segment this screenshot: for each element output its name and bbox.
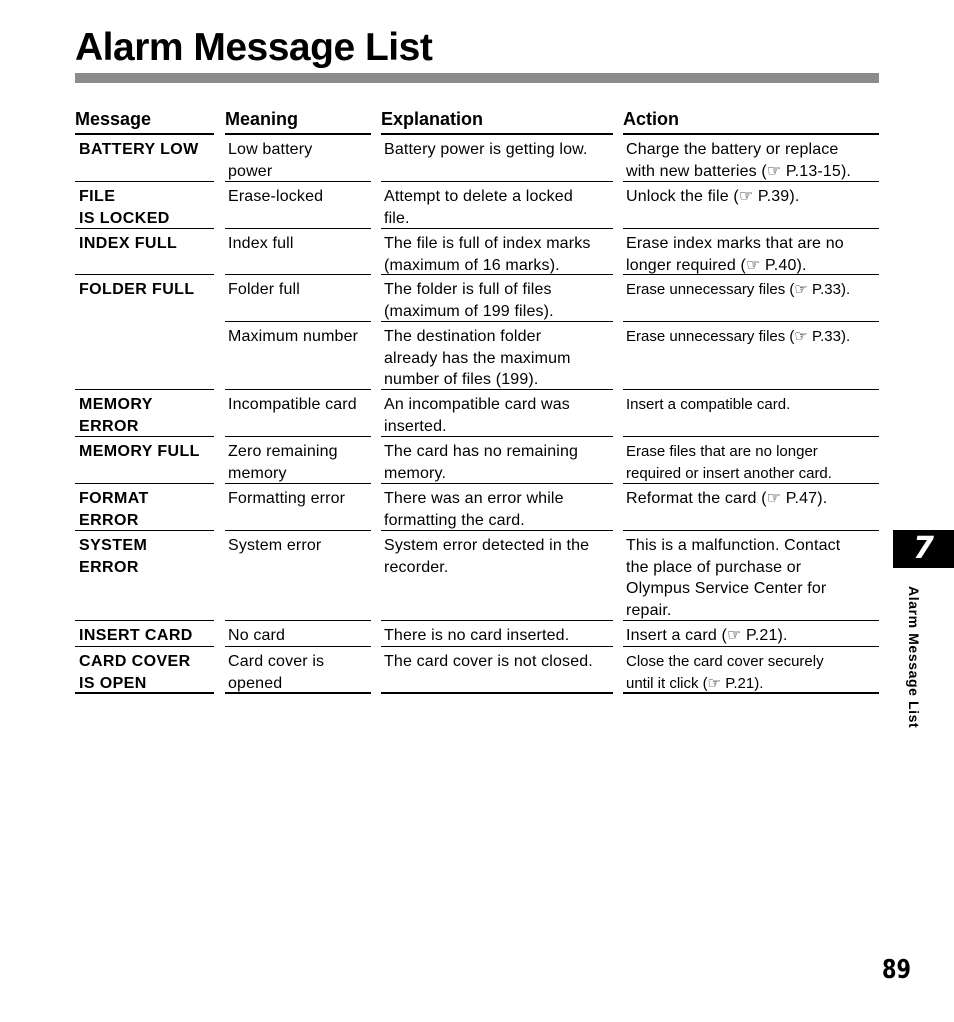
meaning-line: opened	[228, 674, 283, 692]
title-underline-bar	[75, 73, 879, 83]
explanation-line: (maximum of 199 files).	[384, 302, 554, 320]
action-line: Charge the battery or replace	[626, 141, 839, 158]
explanation-line: number of files (199).	[384, 371, 539, 388]
page-number: 89	[882, 955, 911, 985]
message-line: FILE	[79, 188, 116, 205]
meaning-line: No card	[228, 627, 286, 644]
cell-action	[623, 229, 879, 275]
explanation-line: The file is full of index marks	[384, 235, 591, 252]
message-line: ERROR	[79, 511, 139, 529]
action-line: Erase unnecessary files (☞ P.33).	[626, 281, 851, 298]
explanation-line: already has the maximum	[384, 349, 571, 367]
explanation-line: formatting the card.	[384, 511, 525, 529]
cell-meaning	[225, 182, 371, 229]
meaning-line: Maximum number	[228, 328, 359, 345]
explanation-line: inserted.	[384, 417, 447, 435]
explanation-line: The folder is full of files	[384, 281, 552, 298]
explanation-line: An incompatible card was	[384, 396, 570, 413]
cell-explanation	[381, 390, 613, 437]
page-title: Alarm Message List	[75, 26, 433, 69]
cell-message	[75, 531, 214, 621]
cell-meaning	[225, 275, 371, 322]
header-action: Action	[623, 108, 879, 135]
meaning-line: Folder full	[228, 281, 300, 298]
action-line: Reformat the card (☞ P.47).	[626, 490, 828, 507]
explanation-line: recorder.	[384, 558, 449, 576]
cell-meaning	[225, 621, 371, 647]
cell-meaning	[225, 531, 371, 621]
meaning-line: Index full	[228, 235, 294, 252]
header-meaning: Meaning	[225, 108, 371, 135]
message-line: CARD COVER	[79, 653, 191, 670]
cell-explanation	[381, 182, 613, 229]
action-line: longer required (☞ P.40).	[626, 256, 807, 274]
cell-explanation	[381, 229, 613, 275]
explanation-line: memory.	[384, 464, 447, 482]
explanation-line: There is no card inserted.	[384, 627, 570, 644]
cell-message	[75, 621, 214, 647]
message-line: FORMAT	[79, 490, 149, 507]
cell-action	[623, 531, 879, 621]
meaning-line: power	[228, 162, 273, 180]
cell-explanation	[381, 322, 613, 390]
cell-action	[623, 647, 879, 694]
message-line: MEMORY	[79, 396, 153, 413]
explanation-line: System error detected in the	[384, 537, 590, 554]
meaning-line: Zero remaining	[228, 443, 338, 460]
message-line: ERROR	[79, 558, 139, 576]
message-line: IS LOCKED	[79, 209, 170, 227]
message-line: BATTERY LOW	[79, 141, 199, 158]
header-message: Message	[75, 108, 214, 135]
cell-explanation	[381, 135, 613, 182]
explanation-line: (maximum of 16 marks).	[384, 256, 560, 274]
action-line: Unlock the file (☞ P.39).	[626, 188, 800, 205]
header-explanation: Explanation	[381, 108, 613, 135]
cell-explanation	[381, 647, 613, 694]
cell-explanation	[381, 621, 613, 647]
side-section-label: Alarm Message List	[906, 586, 922, 729]
meaning-line: memory	[228, 464, 287, 482]
action-line: Erase index marks that are no	[626, 235, 844, 252]
explanation-line: There was an error while	[384, 490, 564, 507]
cell-meaning	[225, 135, 371, 182]
message-line: INSERT CARD	[79, 627, 193, 644]
message-line: FOLDER FULL	[79, 281, 195, 298]
explanation-line: file.	[384, 209, 410, 227]
cell-meaning	[225, 390, 371, 437]
message-line: SYSTEM	[79, 537, 148, 554]
action-line: until it click (☞ P.21).	[626, 674, 764, 692]
action-line: required or insert another card.	[626, 464, 832, 482]
message-line: IS OPEN	[79, 674, 147, 692]
cell-meaning	[225, 647, 371, 694]
explanation-line: Attempt to delete a locked	[384, 188, 573, 205]
cell-action	[623, 322, 879, 390]
cell-action	[623, 437, 879, 484]
explanation-line: The card has no remaining	[384, 443, 579, 460]
cell-message	[75, 647, 214, 694]
cell-action	[623, 390, 879, 437]
meaning-line: Low battery	[228, 141, 313, 158]
meaning-line: Incompatible card	[228, 396, 357, 413]
cell-explanation	[381, 275, 613, 322]
action-line: repair.	[626, 601, 672, 619]
cell-meaning	[225, 437, 371, 484]
cell-explanation	[381, 437, 613, 484]
action-line: Erase files that are no longer	[626, 443, 818, 460]
cell-action	[623, 135, 879, 182]
meaning-line: Card cover is	[228, 653, 325, 670]
meaning-line: System error	[228, 537, 322, 554]
cell-explanation	[381, 531, 613, 621]
cell-action	[623, 275, 879, 322]
explanation-line: Battery power is getting low.	[384, 141, 588, 158]
message-line: MEMORY FULL	[79, 443, 200, 460]
meaning-line: Formatting error	[228, 490, 346, 507]
message-line: ERROR	[79, 417, 139, 435]
cell-meaning	[225, 322, 371, 390]
cell-meaning	[225, 484, 371, 531]
action-line: Erase unnecessary files (☞ P.33).	[626, 328, 851, 345]
cell-action	[623, 621, 879, 647]
cell-message	[75, 182, 214, 229]
cell-message	[75, 275, 214, 390]
action-line: with new batteries (☞ P.13-15).	[626, 162, 852, 180]
action-line: the place of purchase or	[626, 558, 802, 576]
cell-message	[75, 229, 214, 275]
cell-message	[75, 390, 214, 437]
chapter-tab: 7	[893, 530, 954, 568]
cell-explanation	[381, 484, 613, 531]
cell-message	[75, 484, 214, 531]
cell-message	[75, 437, 214, 484]
action-line: Insert a card (☞ P.21).	[626, 627, 788, 644]
explanation-line: The card cover is not closed.	[384, 653, 593, 670]
meaning-line: Erase-locked	[228, 188, 324, 205]
cell-action	[623, 182, 879, 229]
cell-action	[623, 484, 879, 531]
message-line: INDEX FULL	[79, 235, 178, 252]
cell-meaning	[225, 229, 371, 275]
cell-message	[75, 135, 214, 182]
action-line: Close the card cover securely	[626, 653, 824, 670]
explanation-line: The destination folder	[384, 328, 542, 345]
action-line: This is a malfunction. Contact	[626, 537, 841, 554]
action-line: Olympus Service Center for	[626, 580, 827, 597]
action-line: Insert a compatible card.	[626, 396, 791, 413]
